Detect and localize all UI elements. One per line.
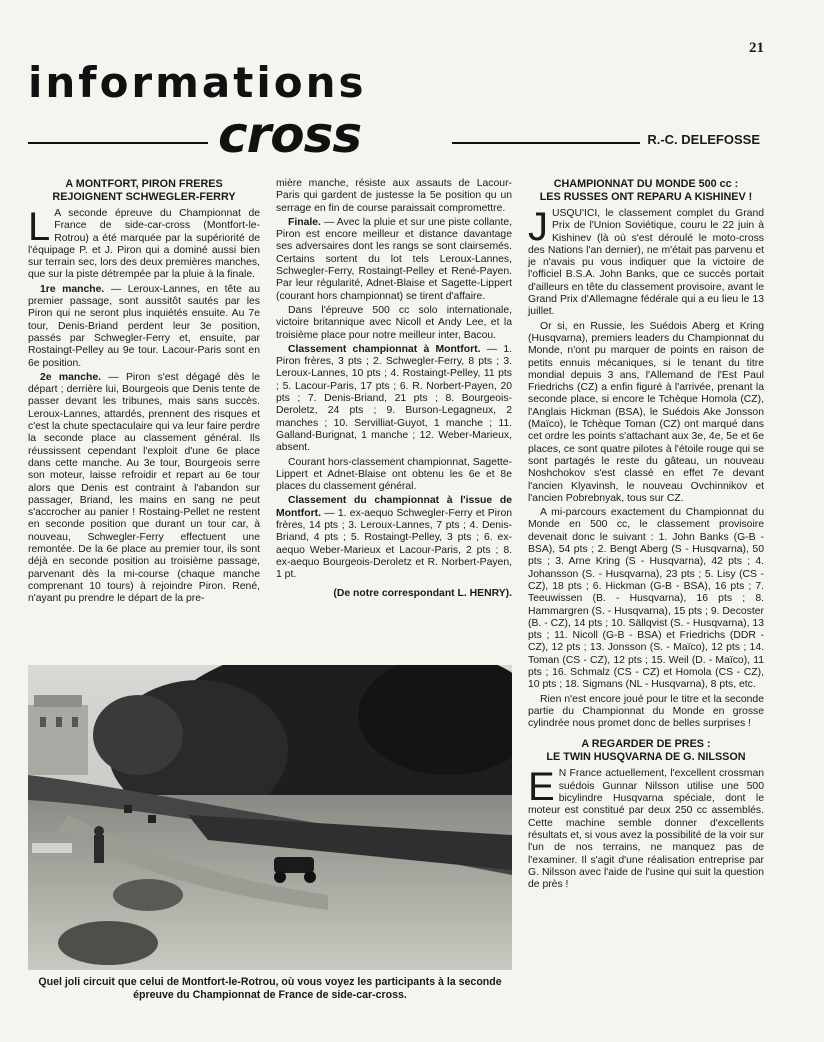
article-paragraph: Or si, en Russie, les Suédois Aberg et Kring (Husqvarna), premiers leaders du Championnat du Monde, n'ont pu marquer de points en raison de petits ennuis mécaniques, si le tenant du titre mondial depuis 3 ans, l'Allemand de l'Est Paul Friedrichs (CZ) a enfin figuré à l'arrivée, prenant la seconde place, si encore le Tchèque Homola (CZ), l'Anglais Hickman (BSA), le Suédois Ake Jonsson (Maïco), le Tchèque Toman (CZ) ont marqué dans cet ordre les points s'attachant aux 3e, 4e, 5e et 6e places, ce sont quatre pilotes à l'étoile rouge qui se sont partagés le reste du gâteau, un nouveau Noshchokov s'est classé en effet 7e devant l'ancien Klyavinsh, le nouveau Ovchinnikov et l'ancien Pobrebnyak, tous sur CZ.: [528, 320, 764, 504]
heading-line: A REGARDER DE PRES :: [581, 738, 711, 751]
paragraph-text: A seconde épreuve du Championnat de France de side-car-cross (Montfort-le-Rotrou) a été marquée par la supériorité de l'équipage P. et J. Piron qui a dominé aussi bien sur terrain sec, lors des deux premières manches, que sur la piste détrempée par la pluie à la finale.: [28, 208, 260, 281]
heading-line: LES RUSSES ONT REPARU A KISHINEV !: [539, 191, 753, 203]
paragraph-text: USQU'ICI, le classement complet du Grand Prix de l'Union Soviétique, couru le 22 juin à Kishinev (là où s'est déroulé le moto-cross des Nations l'an dernier), ne m'était pas parvenu et je n'avais pu vous indiquer que la victoire de l'officiel B.S.A. John Banks, que ce succès portait d'ailleurs en tête du classement provisoire, avant le Grand Prix d'Allemagne fédérale qui a eu lieu le 13 juillet.: [528, 208, 764, 318]
article-montfort-col2: [276, 178, 512, 600]
article-paragraph: [28, 284, 260, 370]
race-photo: [28, 665, 512, 970]
heading-line: A MONTFORT, PIRON FRERES: [65, 178, 223, 190]
article-husqvarna-heading: [528, 738, 764, 764]
run-label: Finale.: [288, 216, 321, 228]
dropcap: L: [28, 205, 51, 249]
title-rule-left: [28, 142, 208, 144]
run-label: 2e manche.: [40, 371, 102, 383]
article-worldchampionship-heading: [528, 178, 764, 204]
article-paragraph: [276, 344, 512, 455]
article-paragraph: [28, 205, 260, 282]
paragraph-text: — 1. ex-aequo Schwegler-Ferry et Piron frères, 14 pts ; 3. Leroux-Lannes, 7 pts ; 4. Denis-Briand, 4 pts ; 5. Rostaingt-Pelley, 3 pts ; 6. ex-aequo Weber-Marieux et Lacour-Paris, 2 pts ; 8. ex-aequo Bourgeois-Deroletz et R. Norbert-Payen, 1 pt.: [276, 507, 512, 581]
section-title: cross: [218, 106, 362, 164]
title-rule-right: [452, 142, 640, 144]
article-montfort-col1: [28, 178, 260, 608]
paragraph-text: — Piron s'est dégagé dès le départ ; derrière lui, Bourgeois que Denis tente de passer devant les tribunes, mais sans succès. Leroux-Lannes, attardés, prennent des risques et c'est la chute spectaculaire qui va leur faire perdre la seconde place au classement général. Ils réussissent cependant l'exploit d'une 6e place dans cette manche. Au 3e tour, Bourgeois serre son moteur, laisse refroidir et repart au 6e tour alors que Denis est contraint à l'abandon sur passager, Briand, les mains en sang ne peut s'accrocher au panier ! Rostaing-Pellet ne restent en seconde position que durant un tour car, à nouveau, Schwegler-Ferry effectuent une remontée. De la 6e place au premier tour, ils sont déjà en seconde position au troisième passage, parvenant dès la mi-course (chaque manche comprenant 10 tours) à rejoindre Piron. René, n'ayant pu prendre le départ de la pre-: [28, 371, 260, 605]
page-number: 21: [749, 40, 764, 56]
run-label: 1re manche.: [40, 283, 105, 295]
article-paragraph: [28, 372, 260, 606]
article-paragraph: Rien n'est encore joué pour le titre et la seconde partie du Championnat du Monde en grosse cylindrée nous promet donc de belles surprises !: [528, 693, 764, 730]
race-photo-image: [28, 665, 512, 970]
dropcap: E: [528, 765, 555, 810]
section-kicker: informations: [28, 58, 367, 107]
article-paragraph: A mi-parcours exactement du Championnat du Monde en 500 cc, le classement provisoire devenait donc le suivant : 1. John Banks (G-B - BSA), 54 pts ; 2. Bengt Aberg (S - Husqvarna), 50 pts ; 3. Arne Kring (S - Husqvarna), 42 pts ; 4. Johansson (S. - Husqvarna), 23 pts ; 5. Lisy (CS - CZ), 18 pts ; 6. Hickman (G-B - BSA), 16 pts ; 7. Teeuwissen (B. - Husqvarna), 16 pts ; 8. Hammargren (S. - Husqvarna), 15 pts ; 9. Decoster (B. - CZ), 14 pts ; 10. Sällqvist (S. - Husqvarna), 13 pts ; 11. Nicoll (G-B - BSA) et Friedrichs (DDR - CZ), 12 pts ; 13. Jonsson (S. - Maïco), 12 pts ; 14. Toman (CS - CZ), 12 pts ; 15. Weil (D. - Maïco), 11 pts ; 16. Schmalz (CS - CZ) et Homola (CS - CZ), 10 pts ; 18. Sigmans (NL - Husqvarna), 8 pts, etc.: [528, 507, 764, 691]
article-paragraph: mière manche, résiste aux assauts de Lacour-Paris qui gardent de justesse la 5e position qu un serrage en fin de course paraissait compromettre.: [276, 178, 512, 214]
article-paragraph: Dans l'épreuve 500 cc solo internationale, victoire britannique avec Nicoll et Andy Lee, et la troisième place pour notre meilleur inter, Bacou.: [276, 304, 512, 341]
article-paragraph: Courant hors-classement championnat, Sagette-Lippert et Adnet-Blaise ont obtenu les 6e et 8e places du classement général.: [276, 456, 512, 493]
paragraph-text: N France actuellement, l'excellent crossman suédois Gunnar Nilsson utilise une 500 bicylindre Husqvarna spéciale, dont le moteur est constitué par deux 250 cc assemblés. Cette machine semble donner d'excellents résultats et, si vous avez la possibilité de la voir sur l'un de nos terrains, ne manquez pas de l'examiner. Il s'agit d'une réalisation entreprise par G. Nilsson avec l'aide de l'usine qui suit la question de près !: [528, 768, 764, 891]
article-worldchampionship: [528, 178, 764, 893]
paragraph-text: — Leroux-Lannes, en tête au premier passage, sont aussitôt sautés par les Piron qui ne seront plus inquiétés ensuite. Au 7e tour, Denis-Briand perdent leur 3e position, passés par Schwegler-Ferry et, ensuite, par Rostaingt-Pelley au 9e tour. Lacour-Paris sont en 6e position.: [28, 283, 260, 369]
dropcap: J: [528, 205, 548, 249]
author-byline: R.-C. DELEFOSSE: [647, 132, 760, 147]
paragraph-text: — 1. Piron frères, 3 pts ; 2. Schwegler-Ferry, 8 pts ; 3. Leroux-Lannes, 10 pts ; 4. Rostaingt-Pelley, 11 pts ; 5. Lacour-Paris, 17 pts ; 6. R. Norbert-Payen, 20 pts ; 7. Denis-Briand, 21 pts ; 8. Bourgeois-Deroletz, 24 pts ; 9. Burson-Legagneux, 2 manches ; 10. Servilliat-Guyot, 1 manche ; 11. Galland-Burignat, 1 manche ; 12. Weber-Marieux, absent.: [276, 343, 512, 454]
article-paragraph: [276, 217, 512, 303]
correspondent-signature: (De notre correspondant L. HENRY).: [333, 587, 512, 599]
run-label: Classement du championnat à l'issue de Montfort.: [276, 495, 512, 519]
article-paragraph: [276, 495, 512, 581]
photo-caption: Quel joli circuit que celui de Montfort-le-Rotrou, où vous voyez les participants à la seconde épreuve du Championnat de France de side-car-cross.: [38, 976, 502, 1001]
heading-line: CHAMPIONNAT DU MONDE 500 cc :: [553, 178, 739, 190]
heading-line: REJOIGNENT SCHWEGLER-FERRY: [52, 191, 236, 203]
paragraph-text: — Avec la pluie et sur une piste collante, Piron est encore meilleur et distance davantage ses adversaires dont les rangs se sont clairsemés. Certains sortent du lot tels Leroux-Lannes, Schwegler-Ferry, Rostaingt-Pelley et René-Payen. Par leur régularité, Adnet-Blaise et Sagette-Lippert (courant hors championnat) se tirent d'affaire.: [276, 216, 512, 302]
heading-line: LE TWIN HUSQVARNA DE G. NILSSON: [546, 751, 746, 764]
run-label: Classement championnat à Montfort.: [288, 343, 481, 355]
article-paragraph: [528, 205, 764, 319]
article-paragraph: [528, 765, 764, 891]
article-montfort-heading: [28, 178, 260, 204]
